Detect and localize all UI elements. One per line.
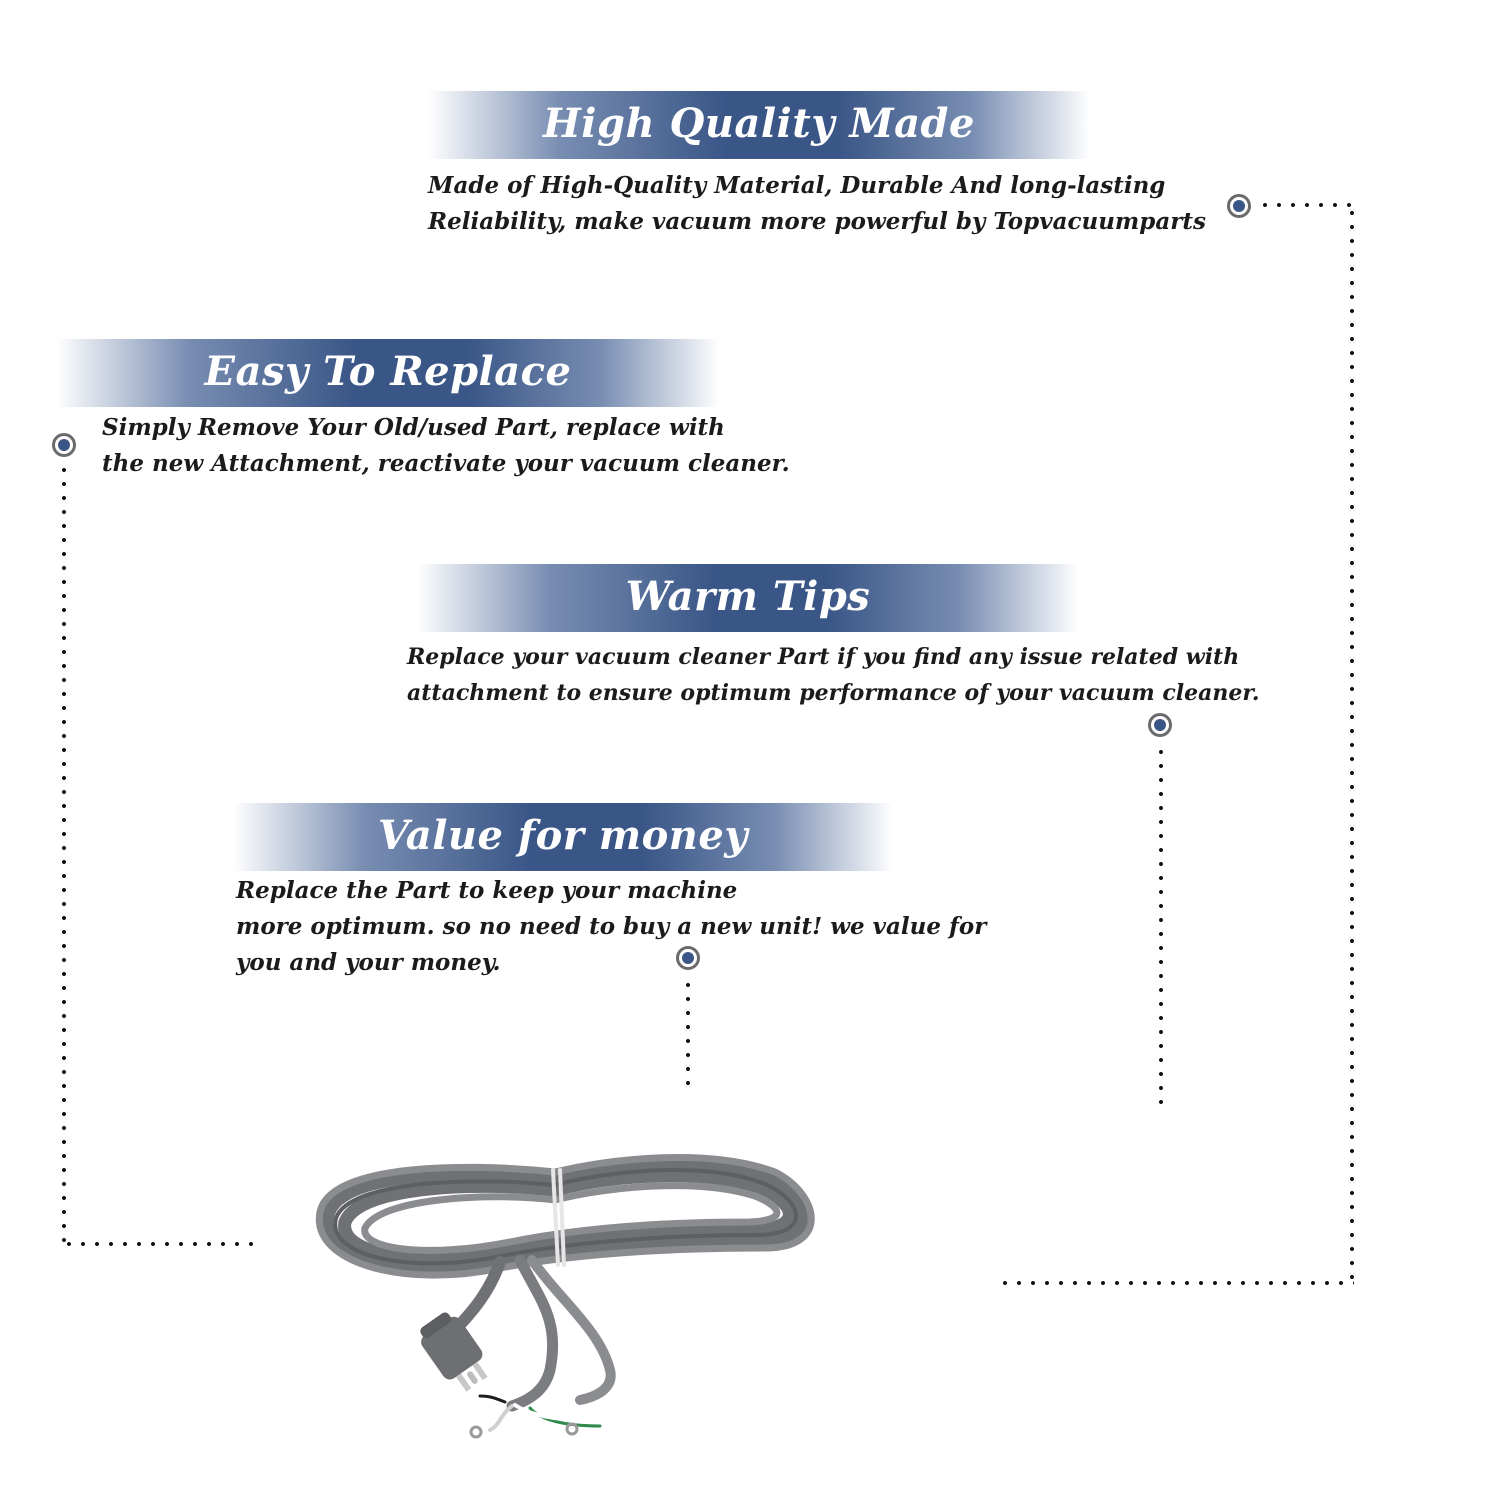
connector-line [62, 1242, 262, 1246]
high-quality-description [428, 168, 1206, 240]
value-money-description [236, 873, 986, 981]
high-quality-line-1: Made of High-Quality Material, Durable And long-lasting [428, 172, 1166, 199]
marker-dot-icon [1227, 194, 1251, 218]
connector-line [998, 1281, 1354, 1285]
marker-dot-icon [1148, 713, 1172, 737]
warm-tips-line-2: attachment to ensure optimum performance of your vacuum cleaner. [407, 680, 1260, 706]
power-cord-image [300, 1130, 860, 1460]
banner-warm-tips [417, 564, 1079, 632]
high-quality-line-2: Reliability, make vacuum more powerful by Topvacuumparts [428, 208, 1206, 235]
connector-line [1258, 203, 1356, 207]
connector-line [686, 978, 690, 1088]
banner-easy-replace-title: Easy To Replace [204, 347, 572, 395]
warm-tips-description [407, 639, 1260, 711]
warm-tips-line-1: Replace your vacuum cleaner Part if you find any issue related with [407, 644, 1240, 670]
connector-line [1159, 745, 1163, 1105]
marker-dot-icon [52, 433, 76, 457]
easy-replace-line-1: Simply Remove Your Old/used Part, replace with [102, 414, 725, 441]
value-money-line-1: Replace the Part to keep your machine [236, 877, 738, 904]
connector-line [62, 463, 66, 1248]
banner-value-money [233, 803, 893, 871]
banner-high-quality-title: High Quality Made [543, 99, 975, 147]
connector-line [1350, 206, 1354, 1286]
banner-easy-replace [56, 339, 720, 407]
marker-dot-icon [676, 946, 700, 970]
banner-warm-tips-title: Warm Tips [625, 572, 871, 620]
value-money-line-2: more optimum. so no need to buy a new unit! we value for [236, 913, 987, 940]
easy-replace-description [102, 410, 790, 482]
banner-value-money-title: Value for money [377, 811, 749, 859]
value-money-line-3: you and your money. [236, 949, 501, 976]
banner-high-quality [428, 91, 1090, 159]
easy-replace-line-2: the new Attachment, reactivate your vacuum cleaner. [102, 450, 790, 477]
